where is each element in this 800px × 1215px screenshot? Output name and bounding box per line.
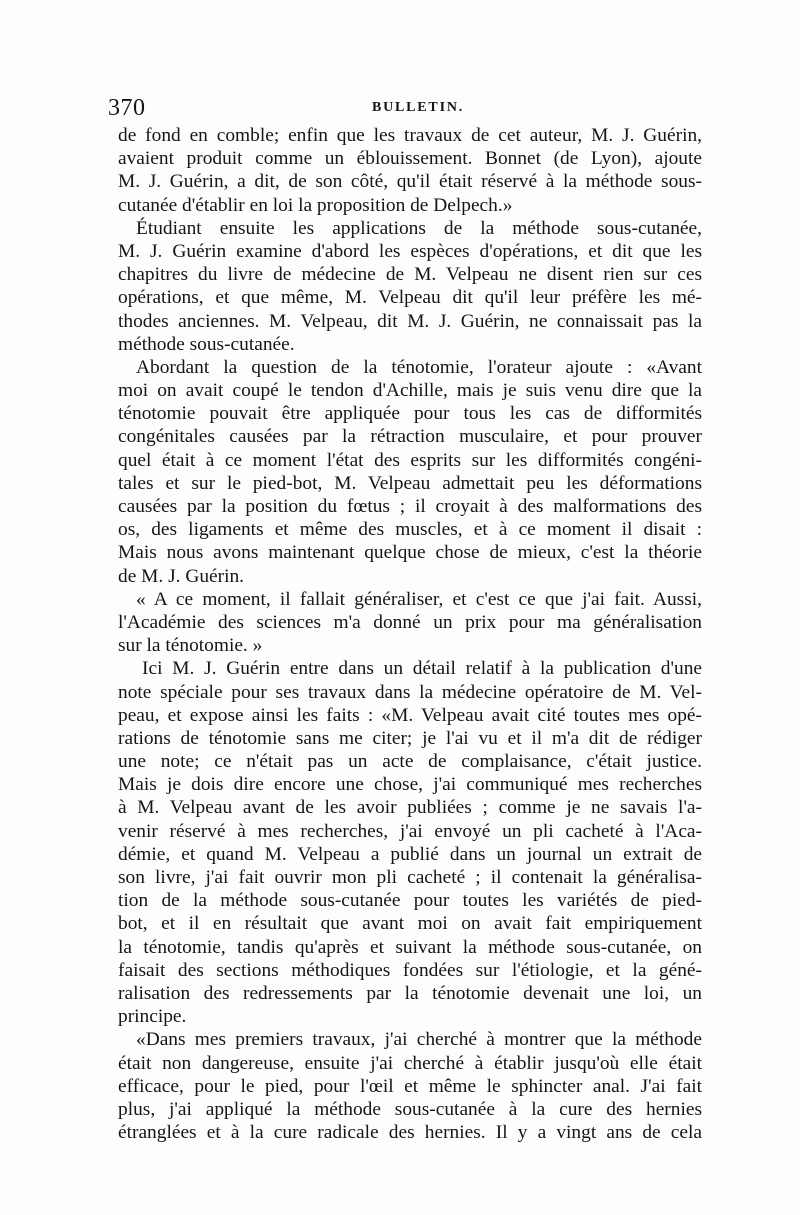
- text-line: la ténotomie, tandis qu'après et suivant la méthode sous-cutanée, on: [118, 936, 702, 958]
- text-line: à M. Velpeau avant de les avoir publiées ; comme je ne savais l'a-: [118, 797, 702, 819]
- text-line: démie, et quand M. Velpeau a publié dans un journal un extrait de: [118, 843, 702, 865]
- text-line: Abordant la question de la ténotomie, l'orateur ajoute : «Avant: [136, 356, 702, 378]
- text-line: Ici M. J. Guérin entre dans un détail relatif à la publication d'une: [142, 658, 702, 680]
- text-line: l'Académie des sciences m'a donné un prix pour ma généralisation: [118, 611, 702, 633]
- text-line: efficace, pour le pied, pour l'œil et même le sphincter anal. J'ai fait: [118, 1075, 702, 1097]
- text-line: méthode sous-cutanée.: [118, 333, 295, 355]
- text-line: peau, et expose ainsi les faits : «M. Velpeau avait cité toutes mes opé-: [118, 704, 702, 726]
- text-line: faisait des sections méthodiques fondées sur l'étiologie, et la géné-: [118, 959, 702, 981]
- body-text: [118, 124, 702, 1144]
- text-line: Mais nous avons maintenant quelque chose de mieux, c'est la théorie: [118, 542, 702, 564]
- text-line: sur la ténotomie. »: [118, 635, 263, 657]
- running-head: BULLETIN.: [371, 100, 465, 115]
- text-line: M. J. Guérin examine d'abord les espèces d'opérations, et dit que les: [118, 240, 702, 262]
- text-line: venir réservé à mes recherches, j'ai envoyé un pli cacheté à l'Aca-: [118, 820, 702, 842]
- text-line: son livre, j'ai fait ouvrir mon pli cacheté ; il contenait la généralisa-: [118, 867, 702, 888]
- text-line: étranglées et à la cure radicale des hernies. Il y a vingt ans de cela: [118, 1122, 702, 1144]
- text-line: ténotomie pouvait être appliquée pour tous les cas de difformités: [118, 403, 702, 425]
- text-line: M. J. Guérin, a dit, de son côté, qu'il était réservé à la méthode sous-: [118, 171, 702, 193]
- text-line: tion de la méthode sous-cutanée pour toutes les variétés de pied-: [118, 890, 702, 912]
- text-line: était non dangereuse, ensuite j'ai cherché à établir jusqu'où elle était: [118, 1052, 702, 1074]
- text-line: note spéciale pour ses travaux dans la médecine opératoire de M. Vel-: [118, 681, 702, 703]
- text-line: thodes anciennes. M. Velpeau, dit M. J. Guérin, ne connaissait pas la: [118, 310, 702, 332]
- text-line: os, des ligaments et même des muscles, et à ce moment il disait :: [118, 519, 702, 541]
- text-line: Étudiant ensuite les applications de la méthode sous-cutanée,: [136, 217, 702, 239]
- text-line: avaient produit comme un éblouissement. Bonnet (de Lyon), ajoute: [118, 148, 702, 170]
- text-line: quel était à ce moment l'état des esprits sur les difformités congéni-: [118, 449, 702, 471]
- text-line: ralisation des redressements par la ténotomie devenait une loi, un: [118, 982, 702, 1004]
- text-line: Mais je dois dire encore une chose, j'ai communiqué mes recherches: [118, 774, 702, 796]
- text-line: rations de ténotomie sans me citer; je l'ai vu et il m'a dit de rédiger: [118, 727, 702, 749]
- text-line: plus, j'ai appliqué la méthode sous-cutanée à la cure des hernies: [118, 1098, 702, 1120]
- text-line: tales et sur le pied-bot, M. Velpeau admettait peu les déformations: [118, 472, 702, 494]
- text-line: moi on avait coupé le tendon d'Achille, mais je suis venu dire que la: [118, 380, 702, 402]
- text-line: bot, et il en résultait que avant moi on avait fait empiriquement: [118, 913, 702, 935]
- text-line: principe.: [118, 1006, 187, 1028]
- text-line: causées par la position du fœtus ; il croyait à des malformations des: [118, 496, 702, 517]
- text-line: congénitales causées par la rétraction musculaire, et pour prouver: [118, 426, 702, 448]
- text-line: chapitres du livre de médecine de M. Velpeau ne disent rien sur ces: [118, 264, 702, 286]
- text-line: opérations, et que même, M. Velpeau dit qu'il leur préfère les mé-: [118, 287, 702, 309]
- text-line: «Dans mes premiers travaux, j'ai cherché à montrer que la méthode: [136, 1029, 702, 1051]
- text-line: une note; ce n'était pas un acte de complaisance, c'était justice.: [118, 751, 702, 773]
- text-line: de fond en comble; enfin que les travaux de cet auteur, M. J. Guérin,: [118, 125, 702, 146]
- text-line: « A ce moment, il fallait généraliser, et c'est ce que j'ai fait. Aussi,: [136, 588, 702, 610]
- page-number: 370: [108, 95, 146, 121]
- text-line: de M. J. Guérin.: [118, 565, 245, 587]
- page-header: [108, 94, 702, 124]
- text-line: cutanée d'établir en loi la proposition de Delpech.»: [118, 194, 513, 216]
